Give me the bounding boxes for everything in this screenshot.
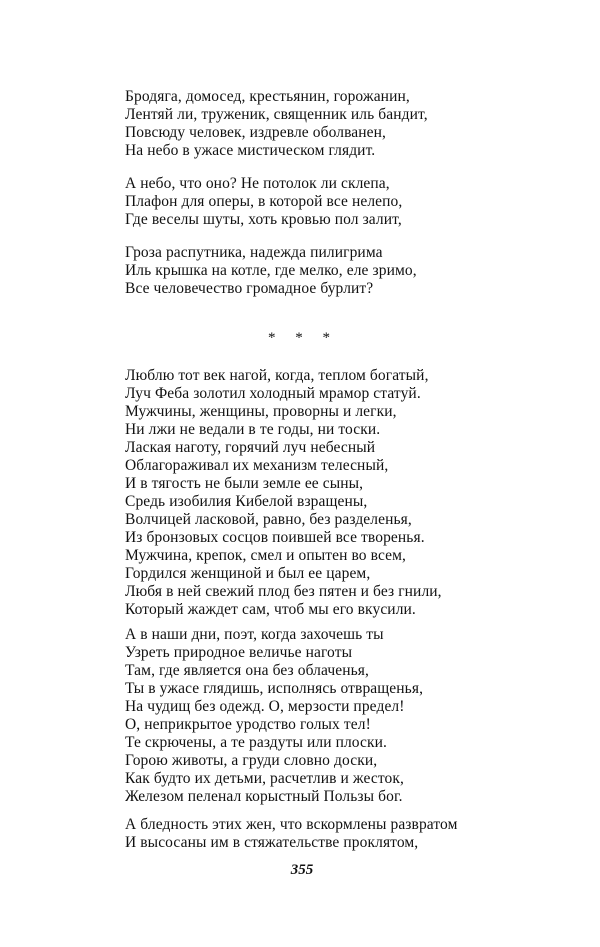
verse-line: А в наши дни, поэт, когда захочешь ты (125, 626, 384, 643)
verse-line: Любя в ней свежий плод без пятен и без гнили, (125, 583, 442, 600)
verse-line: Облагораживал их механизм телесный, (125, 457, 389, 474)
verse-line: Те скрючены, а те раздуты или плоски. (125, 734, 388, 751)
verse-line: Плафон для оперы, в которой все нелепо, (125, 193, 403, 210)
verse-line: Волчицей ласковой, равно, без разделенья, (125, 511, 412, 528)
verse-line: Бродяга, домосед, крестьянин, горожанин, (125, 88, 410, 105)
verse-line: Мужчина, крепок, смел и опытен во всем, (125, 547, 406, 564)
verse-line: Где веселы шуты, хоть кровью пол залит, (125, 211, 402, 228)
verse-line: Ни лжи не ведали в те годы, ни тоски. (125, 421, 381, 438)
verse-line: Луч Феба золотил холодный мрамор статуй. (125, 385, 421, 402)
verse-line: А небо, что оно? Не потолок ли склепа, (125, 175, 390, 192)
section-divider: * * * (268, 330, 338, 346)
stanza-4 (125, 367, 505, 619)
verse-line: Лаская наготу, горячий луч небесный (125, 439, 376, 456)
verse-line: Гордился женщиной и был ее царем, (125, 565, 371, 582)
page-number: 355 (290, 862, 314, 878)
verse-line: Средь изобилия Кибелой взращены, (125, 493, 368, 510)
stanza-1 (125, 88, 505, 160)
verse-line: На небо в ужасе мистическом глядит. (125, 142, 376, 159)
verse-line: Из бронзовых сосцов поившей все творенья. (125, 529, 425, 546)
verse-line: Иль крышка на котле, где мелко, еле зримо, (125, 262, 417, 279)
verse-line: И высосаны им в стяжательстве проклятом, (125, 834, 419, 851)
verse-line: Повсюду человек, издревле оболванен, (125, 124, 387, 141)
verse-line: На чудищ без одежд. О, мерзости предел! (125, 698, 405, 715)
verse-line: Там, где является она без облаченья, (125, 662, 370, 679)
verse-line: Как будто их детьми, расчетлив и жесток, (125, 770, 404, 787)
verse-line: Люблю тот век нагой, когда, теплом богатый, (125, 367, 429, 384)
stanza-2 (125, 175, 505, 229)
verse-line: Лентяй ли, труженик, священник иль бандит, (125, 106, 428, 123)
verse-line: О, неприкрытое уродство голых тел! (125, 716, 371, 733)
verse-line: И в тягость не были земле ее сыны, (125, 475, 364, 492)
verse-line: Горою животы, а груди словно доски, (125, 752, 378, 769)
verse-line: Который жаждет сам, чтоб мы его вкусили. (125, 601, 416, 618)
verse-line: Узреть природное величье наготы (125, 644, 353, 661)
verse-line: Гроза распутника, надежда пилигрима (125, 244, 383, 261)
stanza-5 (125, 626, 505, 806)
verse-line: Все человечество громадное бурлит? (125, 280, 374, 297)
stanza-3 (125, 244, 505, 298)
stanza-6 (125, 816, 505, 852)
verse-line: А бледность этих жен, что вскормлены развратом (125, 816, 458, 833)
verse-line: Ты в ужасе глядишь, исполнясь отвращенья, (125, 680, 424, 697)
verse-line: Мужчины, женщины, проворны и легки, (125, 403, 397, 420)
verse-line: Железом пеленал корыстный Пользы бог. (125, 788, 403, 805)
